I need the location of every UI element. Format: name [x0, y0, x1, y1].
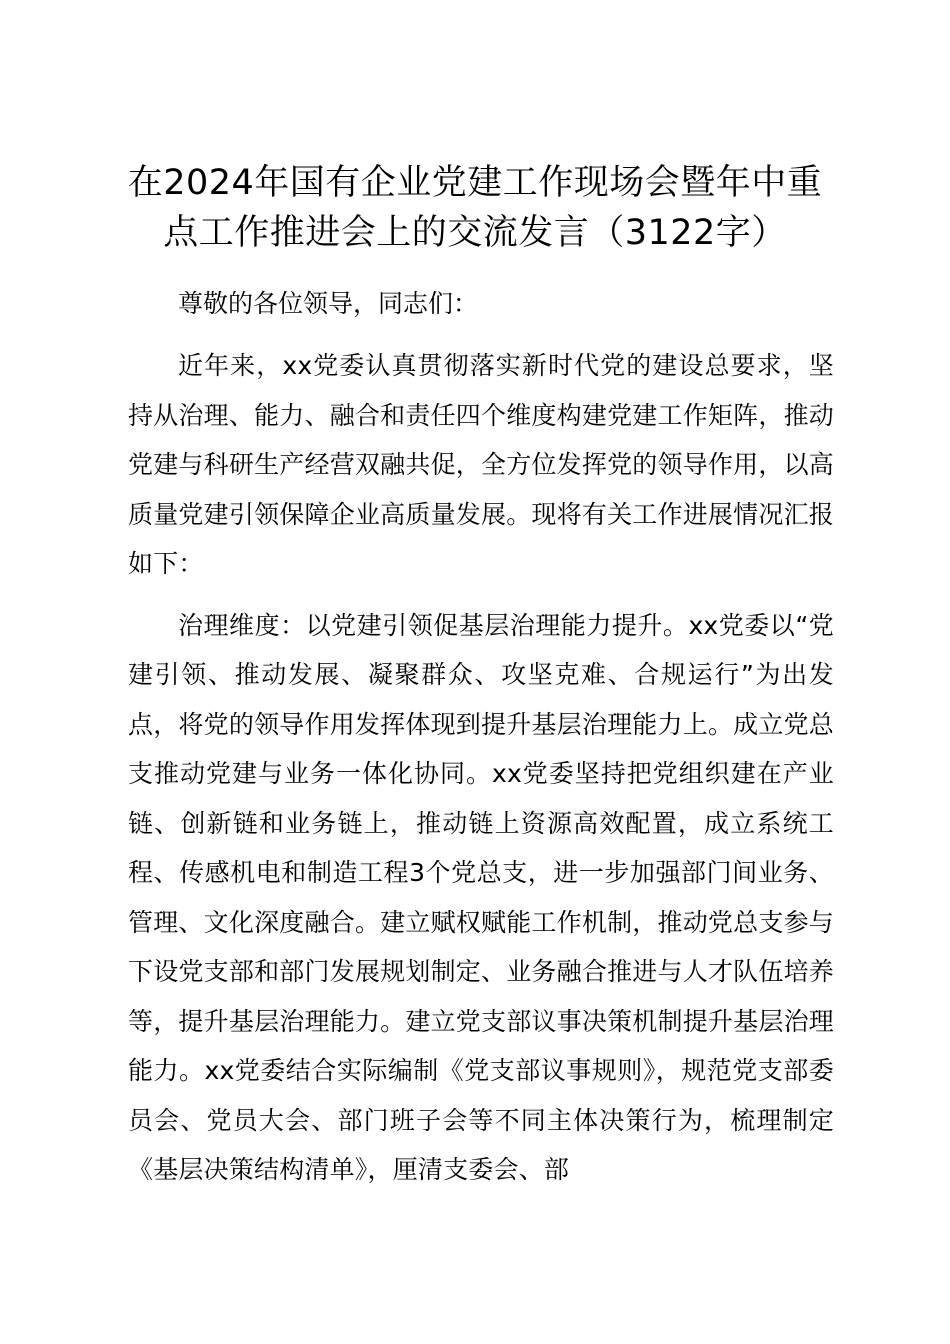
greeting: 尊敬的各位领导，同志们：: [178, 289, 479, 318]
paragraph-intro: 近年来，xx党委认真贯彻落实新时代党的建设总要求，坚持从治理、能力、融合和责任四个维度构建党建工作矩阵，推动党建与科研生产经营双融共促，全方位发挥党的领导作用，以高质量党建引领保障企业高质量发展。现将有关工作进展情况汇报如下：: [128, 351, 834, 578]
paragraph-governance: 治理维度：以党建引领促基层治理能力提升。xx党委以“党建引领、推动发展、凝聚群众、攻坚克难、合规运行”为出发点，将党的领导作用发挥体现到提升基层治理能力上。成立党总支推动党建与业务一体化协同。xx党委坚持把党组织建在产业链、创新链和业务链上，推动链上资源高效配置，成立系统工程、传感机电和制造工程3个党总支，进一步加强部门间业务、管理、文化深度融合。建立赋权赋能工作机制，推动党总支参与下设党支部和部门发展规划制定、业务融合推进与人才队伍培养等，提升基层治理能力。建立党支部议事决策机制提升基层治理能力。xx党委结合实际编制《党支部议事规则》，规范党支部委员会、党员大会、部门班子会等不同主体决策行为，梳理制定《基层决策结构清单》，厘清支委会、部: [128, 610, 834, 1184]
document-title: 在2024年国有企业党建工作现场会暨年中重点工作推进会上的交流发言（3122字）: [127, 163, 823, 253]
paragraph-gap: [128, 589, 834, 601]
document-body: [128, 283, 834, 1195]
